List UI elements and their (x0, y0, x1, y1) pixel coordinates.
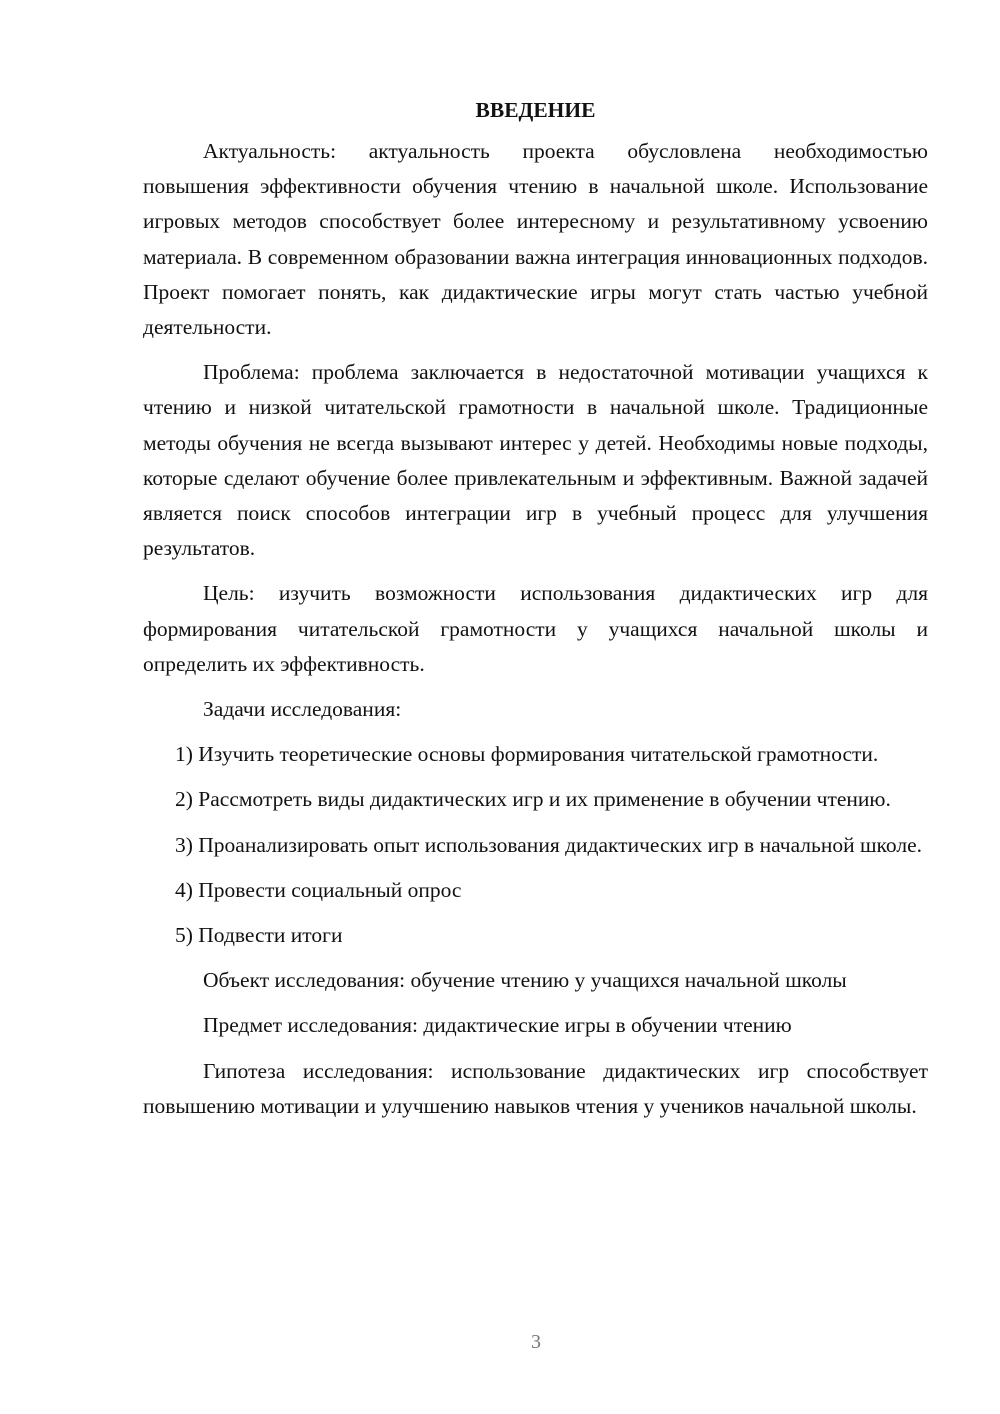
relevance-paragraph: Актуальность: актуальность проекта обусловлена необходимостью повышения эффективности обучения чтению в начальной школе. Использование игровых методов способствует более интересному и результативному усвоению материала. В современном образовании важна интеграция инновационных подходов. Проект помогает понять, как дидактические игры могут стать частью учебной деятельности. (143, 139, 928, 340)
object-paragraph: Объект исследования: обучение чтению у учащихся начальной школы (203, 968, 847, 993)
tasks-title: Задачи исследования: (203, 697, 402, 722)
section-heading: ВВЕДЕНИЕ (475, 98, 596, 122)
task-item-2: 2) Рассмотреть виды дидактических игр и их применение в обучении чтению. (175, 787, 891, 812)
goal-paragraph: Цель: изучить возможности использования дидактических игр для формирования читательской грамотности у учащихся начальной школы и определить их эффективность. (143, 581, 928, 676)
task-item-3: 3) Проанализировать опыт использования дидактических игр в начальной школе. (175, 832, 922, 857)
task-item-4: 4) Провести социальный опрос (175, 877, 462, 902)
problem-paragraph: Проблема: проблема заключается в недостаточной мотивации учащихся к чтению и низкой читательской грамотности в начальной школе. Традиционные методы обучения не всегда вызывают интерес у детей. Необходимы новые подходы, которые сделают обучение более привлекательным и эффективным. Важной задачей является поиск способов интеграции игр в учебный процесс для улучшения результатов. (143, 360, 928, 561)
hypothesis-paragraph: Гипотеза исследования: использование дидактических игр способствует повышению мотивации и улучшению навыков чтения у учеников начальной школы. (143, 1058, 928, 1118)
subject-paragraph: Предмет исследования: дидактические игры в обучении чтению (203, 1013, 792, 1038)
page-content (143, 92, 928, 1134)
task-item-5: 5) Подвести итоги (175, 923, 343, 948)
page-number: 3 (531, 1331, 541, 1353)
task-item-1: 1) Изучить теоретические основы формирования читательской грамотности. (175, 742, 879, 767)
